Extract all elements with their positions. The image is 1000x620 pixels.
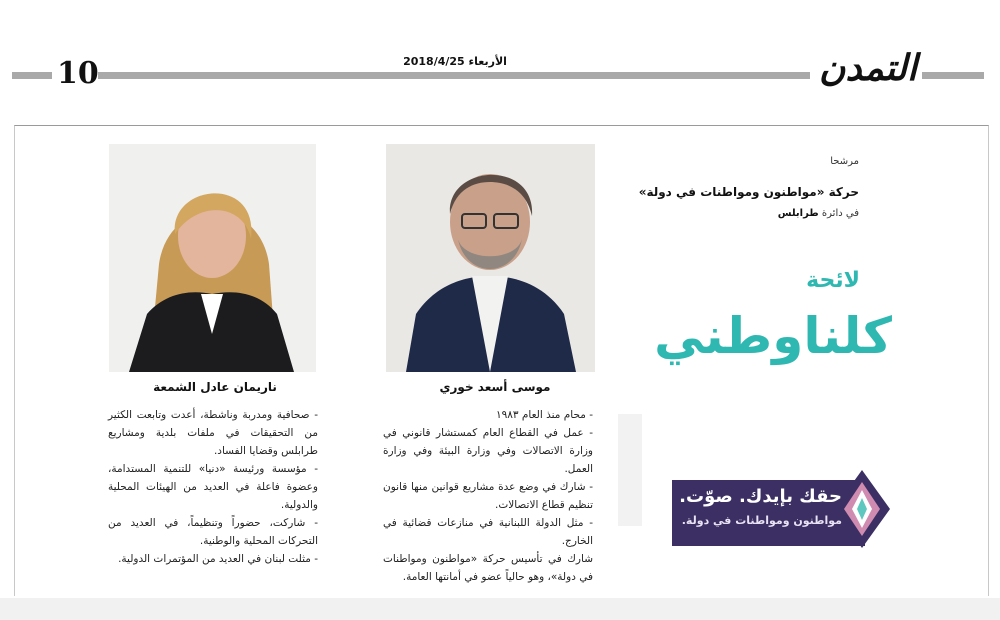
district-line xyxy=(778,208,859,219)
list-name-logo: كلناوطني xyxy=(654,307,892,365)
bio-item: - صحافية ومدربة وناشطة، أعدت وتابعت الكثير من التحقيقات في ملفات بلدية ومشاريع طرابلس وقضايا الفساد. xyxy=(108,409,318,457)
candidates-label: مرشحا xyxy=(830,156,859,167)
candidate-photo-moussa xyxy=(386,144,595,372)
diamond-pattern-logo-icon xyxy=(832,468,892,550)
header-rule-right xyxy=(922,72,984,79)
bio-item: - شاركت، حضوراً وتنظيماً، في العديد من التحركات المحلية والوطنية. xyxy=(108,517,318,547)
list-word: لائحة xyxy=(806,268,860,293)
list-panel xyxy=(618,140,904,414)
bio-item: - مؤسسة ورئيسة «دنيا» للتنمية المستدامة، وعضوة فاعلة في العديد من الهيئات المحلية والدولية. xyxy=(108,463,318,511)
bio-item: - شارك في وضع عدة مشاريع قوانين منها قانون تنظيم قطاع الاتصالات. xyxy=(383,481,593,511)
bio-item: شارك في تأسيس حركة «مواطنون ومواطنات في دولة»، وهو حالياً عضو في أمانتها العامة. xyxy=(383,553,593,583)
district-name: طرابلس xyxy=(777,208,819,219)
header-rule-middle xyxy=(98,72,810,79)
candidate-bio-moussa xyxy=(383,406,593,586)
district-prefix: في دائرة xyxy=(821,208,859,219)
bio-item: - مثلت لبنان في العديد من المؤتمرات الدولية. xyxy=(118,553,318,565)
header-rule-left xyxy=(12,72,52,79)
panel-gray-strip xyxy=(618,414,642,526)
portrait-man-icon xyxy=(386,144,595,372)
candidate-name-moussa: موسى أسعد خوري xyxy=(439,380,551,394)
candidate-photo-nariman xyxy=(109,144,316,372)
newspaper-masthead-logo: التمدن xyxy=(819,47,917,89)
bio-item: - مثل الدولة اللبنانية في منازعات قضائية في الخارج. xyxy=(383,517,593,547)
issue-date: الأربعاء 2018/4/25 xyxy=(403,55,507,68)
slogan-line-1: حقك بإيدك. صوّت. xyxy=(679,486,842,507)
bottom-margin-strip xyxy=(0,598,1000,620)
page-number: 10 xyxy=(57,56,99,91)
slogan-line-2: مواطنون ومواطنات في دولة. xyxy=(681,514,842,527)
candidate-bio-nariman xyxy=(108,406,318,568)
bio-item: - محام منذ العام ١٩٨٣ xyxy=(496,409,593,421)
bio-item: - عمل في القطاع العام كمستشار قانوني في وزارة الاتصالات وفي وزارة البيئة وفي وزارة العمل. xyxy=(383,427,593,475)
portrait-woman-icon xyxy=(109,144,316,372)
movement-name: حركة «مواطنون ومواطنات في دولة» xyxy=(638,185,859,199)
candidate-name-nariman: ناريمان عادل الشمعة xyxy=(153,380,277,394)
